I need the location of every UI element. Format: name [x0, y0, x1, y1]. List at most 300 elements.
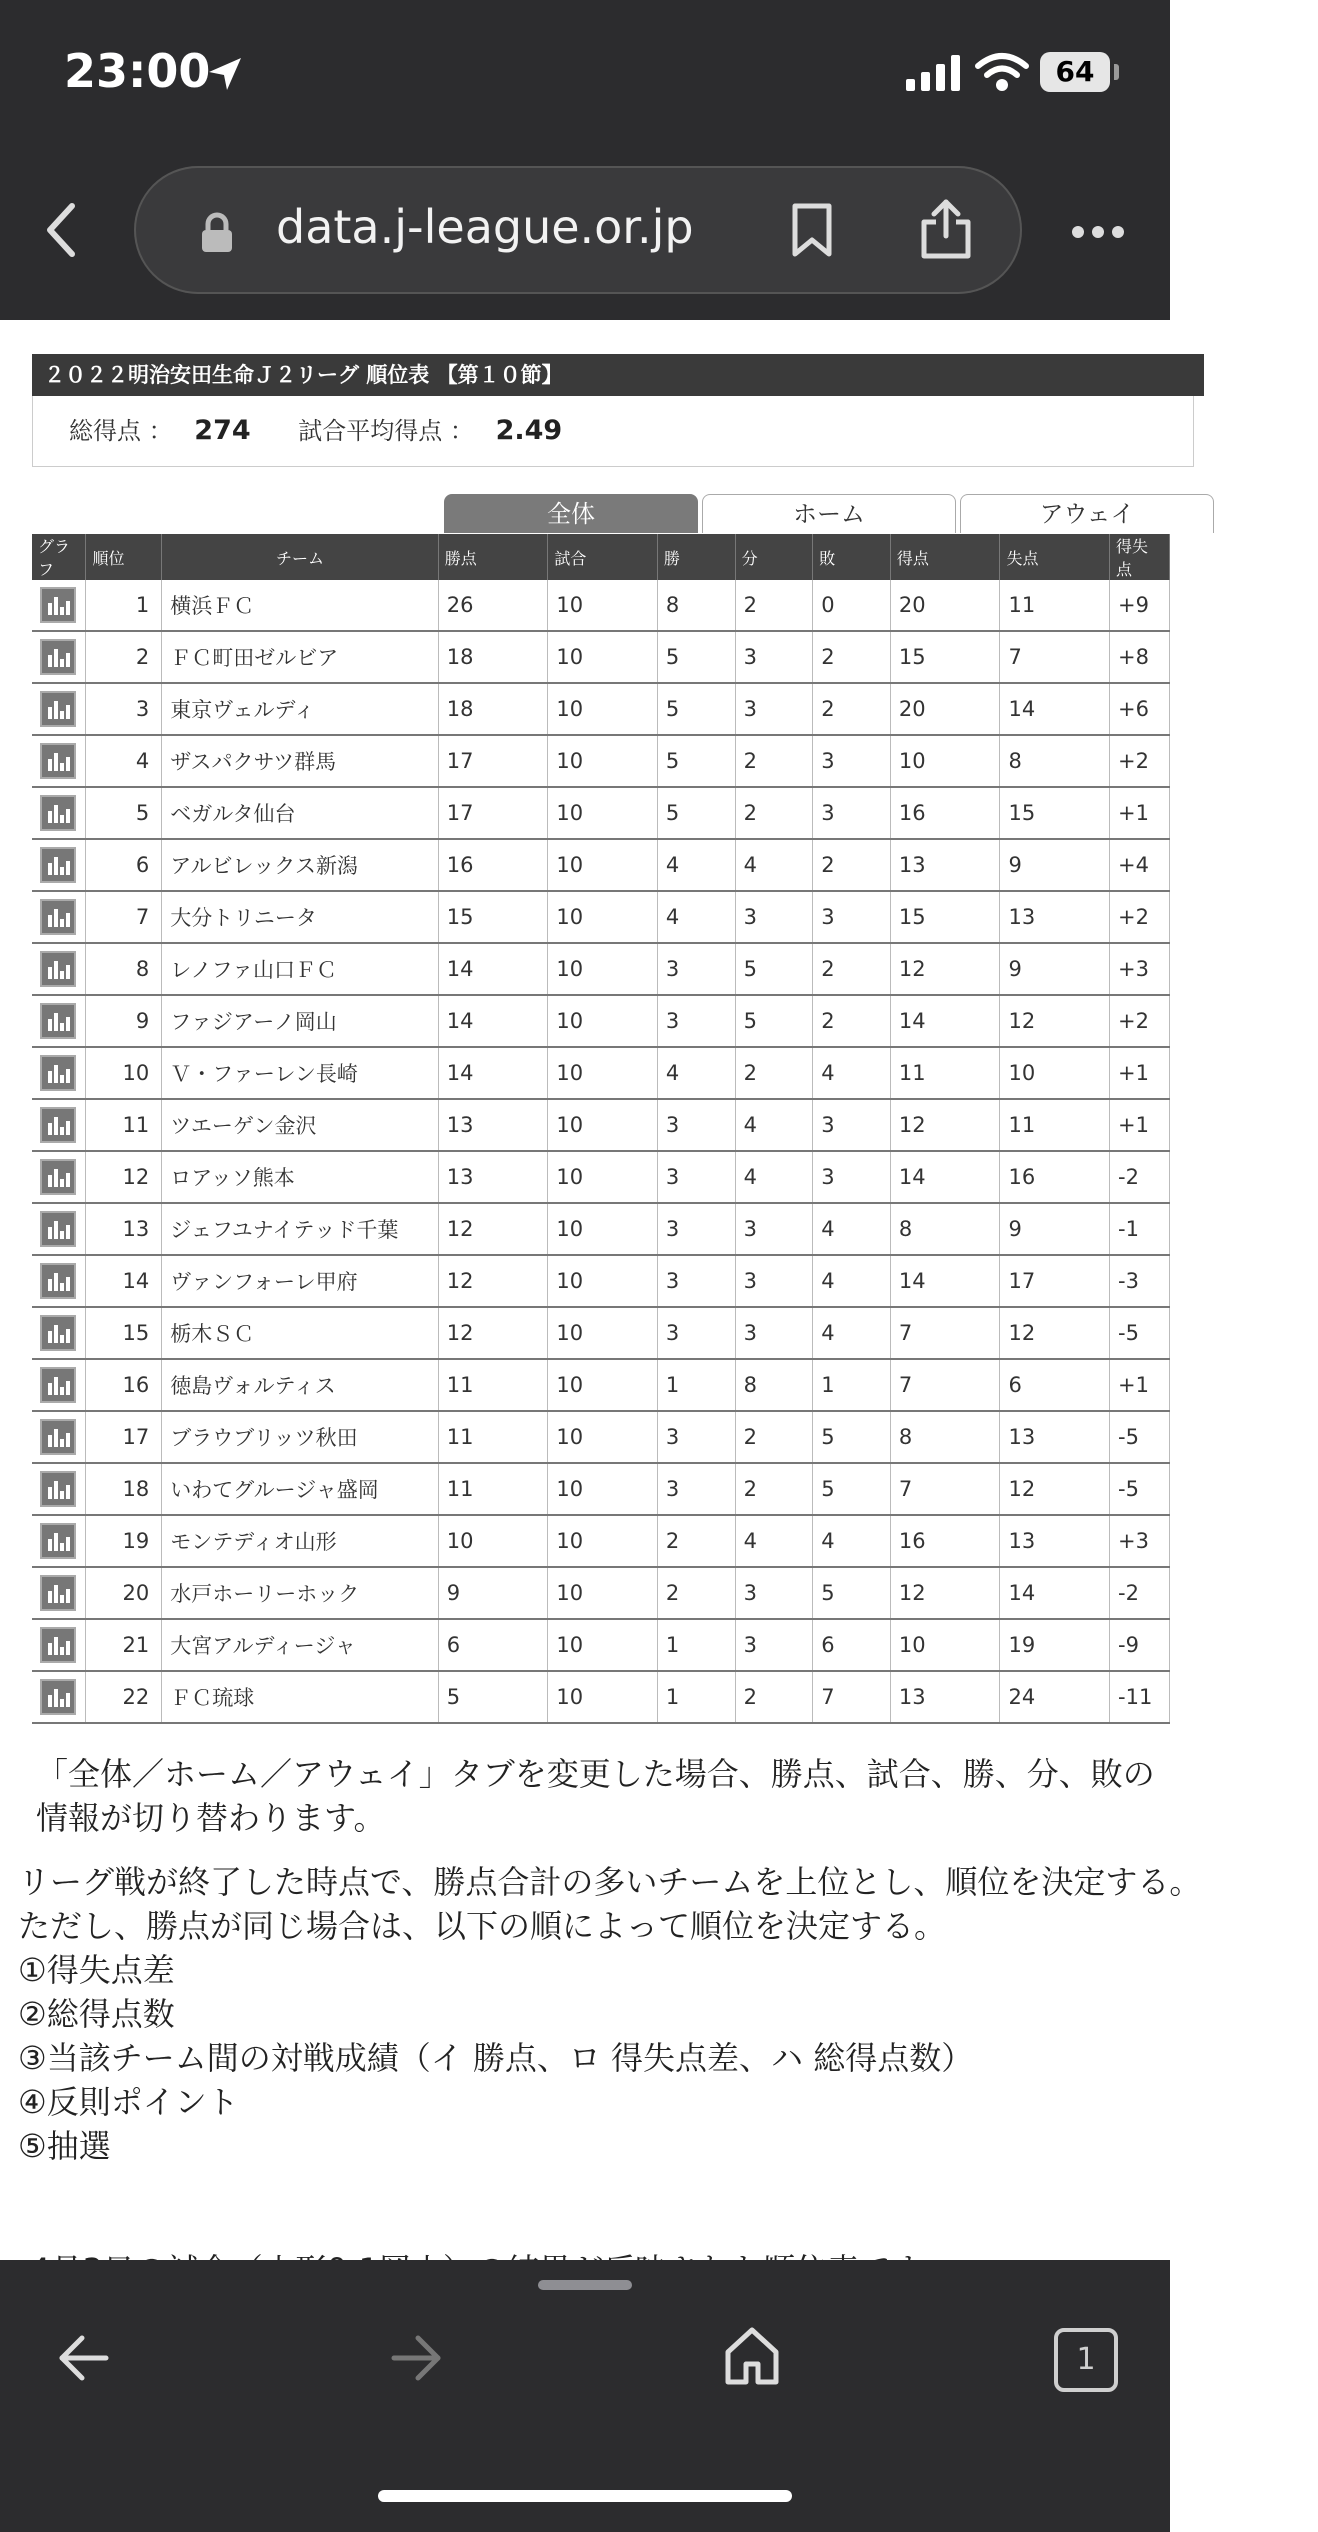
- graph-cell: [32, 1411, 86, 1463]
- losses-cell: 3: [813, 1099, 891, 1151]
- goals-against-cell: 11: [1000, 1099, 1110, 1151]
- goal-difference-cell: +3: [1110, 1515, 1170, 1567]
- goal-difference-cell: -3: [1110, 1255, 1170, 1307]
- standings-tabs: [444, 494, 1204, 534]
- bookmark-icon[interactable]: [790, 202, 834, 258]
- rank-cell: 19: [86, 1515, 162, 1567]
- played-cell: 10: [548, 1567, 658, 1619]
- wins-cell: 5: [657, 787, 735, 839]
- played-cell: 10: [548, 1359, 658, 1411]
- wins-cell: 4: [657, 891, 735, 943]
- team-cell[interactable]: ファジアーノ岡山: [162, 995, 439, 1047]
- table-row: [32, 631, 1170, 683]
- goal-difference-cell: -2: [1110, 1151, 1170, 1203]
- bar-chart-icon[interactable]: [40, 1419, 76, 1455]
- col-points: 勝点: [438, 534, 548, 580]
- goals-against-cell: 6: [1000, 1359, 1110, 1411]
- table-row: [32, 1411, 1170, 1463]
- graph-cell: [32, 1359, 86, 1411]
- wins-cell: 3: [657, 1151, 735, 1203]
- goals-for-cell: 13: [890, 1671, 1000, 1723]
- draws-cell: 4: [735, 1151, 813, 1203]
- goals-for-cell: 13: [890, 839, 1000, 891]
- team-cell[interactable]: 水戸ホーリーホック: [162, 1567, 439, 1619]
- played-cell: 10: [548, 891, 658, 943]
- points-cell: 15: [438, 891, 548, 943]
- page-title: ２０２２明治安田生命Ｊ２リーグ 順位表 【第１０節】: [32, 354, 1204, 396]
- draws-cell: 8: [735, 1359, 813, 1411]
- bar-chart-icon[interactable]: [40, 1315, 76, 1351]
- losses-cell: 2: [813, 839, 891, 891]
- goal-difference-cell: -11: [1110, 1671, 1170, 1723]
- goals-for-cell: 7: [890, 1359, 1000, 1411]
- rank-cell: 3: [86, 683, 162, 735]
- played-cell: 10: [548, 580, 658, 631]
- rank-cell: 12: [86, 1151, 162, 1203]
- played-cell: 10: [548, 839, 658, 891]
- goals-for-cell: 12: [890, 1099, 1000, 1151]
- wins-cell: 5: [657, 735, 735, 787]
- table-row: [32, 1307, 1170, 1359]
- home-icon[interactable]: [724, 2326, 780, 2386]
- col-played: 試合: [548, 534, 658, 580]
- team-cell[interactable]: レノファ山口ＦＣ: [162, 943, 439, 995]
- goals-against-cell: 15: [1000, 787, 1110, 839]
- draws-cell: 3: [735, 1307, 813, 1359]
- graph-cell: [32, 943, 86, 995]
- played-cell: 10: [548, 1151, 658, 1203]
- goals-for-cell: 14: [890, 1255, 1000, 1307]
- rank-cell: 10: [86, 1047, 162, 1099]
- played-cell: 10: [548, 683, 658, 735]
- rank-cell: 5: [86, 787, 162, 839]
- team-cell[interactable]: 栃木ＳＣ: [162, 1307, 439, 1359]
- wins-cell: 1: [657, 1359, 735, 1411]
- draws-cell: 2: [735, 787, 813, 839]
- goal-difference-cell: +1: [1110, 1047, 1170, 1099]
- col-wins: 勝: [657, 534, 735, 580]
- rank-cell: 14: [86, 1255, 162, 1307]
- points-cell: 9: [438, 1567, 548, 1619]
- rank-cell: 16: [86, 1359, 162, 1411]
- draws-cell: 4: [735, 1099, 813, 1151]
- graph-cell: [32, 1099, 86, 1151]
- team-cell[interactable]: 大分トリニータ: [162, 891, 439, 943]
- rule-line: ただし、勝点が同じ場合は、以下の順によって順位を決定する。: [18, 1907, 947, 1945]
- wins-cell: 3: [657, 1463, 735, 1515]
- goal-difference-cell: +2: [1110, 735, 1170, 787]
- goals-for-cell: 8: [890, 1411, 1000, 1463]
- graph-cell: [32, 631, 86, 683]
- col-rank: 順位: [86, 534, 162, 580]
- col-goals-for: 得点: [890, 534, 1000, 580]
- rank-cell: 6: [86, 839, 162, 891]
- graph-cell: [32, 1307, 86, 1359]
- team-cell[interactable]: ロアッソ熊本: [162, 1151, 439, 1203]
- goal-difference-cell: +3: [1110, 943, 1170, 995]
- goal-difference-cell: +6: [1110, 683, 1170, 735]
- draws-cell: 2: [735, 1411, 813, 1463]
- bar-chart-icon[interactable]: [40, 1575, 76, 1611]
- goals-against-cell: 10: [1000, 1047, 1110, 1099]
- goals-against-cell: 12: [1000, 1307, 1110, 1359]
- tab-overall[interactable]: 全体: [444, 494, 698, 533]
- graph-cell: [32, 580, 86, 631]
- draws-cell: 3: [735, 1619, 813, 1671]
- goals-against-cell: 14: [1000, 1567, 1110, 1619]
- tab-note: 「全体／ホーム／アウェイ」タブを変更した場合、勝点、試合、勝、分、敗の情報が切り替わります。: [36, 1755, 1155, 1837]
- played-cell: 10: [548, 943, 658, 995]
- team-cell[interactable]: ＦＣ町田ゼルビア: [162, 631, 439, 683]
- total-goals-value: 274: [194, 415, 251, 446]
- goals-for-cell: 7: [890, 1307, 1000, 1359]
- team-cell[interactable]: ベガルタ仙台: [162, 787, 439, 839]
- rank-cell: 11: [86, 1099, 162, 1151]
- goals-for-cell: 12: [890, 943, 1000, 995]
- status-time: 23:00: [64, 44, 211, 98]
- played-cell: 10: [548, 1307, 658, 1359]
- goals-against-cell: 16: [1000, 1151, 1110, 1203]
- goal-difference-cell: +1: [1110, 787, 1170, 839]
- points-cell: 11: [438, 1359, 548, 1411]
- goal-difference-cell: +1: [1110, 1099, 1170, 1151]
- points-cell: 17: [438, 787, 548, 839]
- graph-cell: [32, 995, 86, 1047]
- web-content: [0, 320, 1202, 2260]
- wins-cell: 8: [657, 580, 735, 631]
- goal-difference-cell: +8: [1110, 631, 1170, 683]
- draws-cell: 3: [735, 1567, 813, 1619]
- losses-cell: 2: [813, 995, 891, 1047]
- graph-cell: [32, 1671, 86, 1723]
- bar-chart-icon[interactable]: [40, 951, 76, 987]
- points-cell: 12: [438, 1307, 548, 1359]
- losses-cell: 6: [813, 1619, 891, 1671]
- points-cell: 6: [438, 1619, 548, 1671]
- table-row: [32, 1463, 1170, 1515]
- goals-against-cell: 19: [1000, 1619, 1110, 1671]
- rule-line: ③当該チーム間の対戦成績（イ 勝点、ロ 得失点差、ハ 総得点数）: [18, 2039, 974, 2077]
- played-cell: 10: [548, 1047, 658, 1099]
- goal-difference-cell: -1: [1110, 1203, 1170, 1255]
- table-row: [32, 1567, 1170, 1619]
- graph-cell: [32, 787, 86, 839]
- goals-against-cell: 9: [1000, 839, 1110, 891]
- bar-chart-icon[interactable]: [40, 899, 76, 935]
- table-row: [32, 1671, 1170, 1723]
- col-goal-difference: 得失点: [1110, 534, 1170, 580]
- rank-cell: 21: [86, 1619, 162, 1671]
- wins-cell: 5: [657, 683, 735, 735]
- points-cell: 13: [438, 1151, 548, 1203]
- team-cell[interactable]: ブラウブリッツ秋田: [162, 1411, 439, 1463]
- goals-against-cell: 12: [1000, 1463, 1110, 1515]
- chevron-left-icon[interactable]: [44, 200, 80, 260]
- wins-cell: 1: [657, 1671, 735, 1723]
- rank-cell: 17: [86, 1411, 162, 1463]
- wins-cell: 3: [657, 1099, 735, 1151]
- bar-chart-icon[interactable]: [40, 1211, 76, 1247]
- played-cell: 10: [548, 1619, 658, 1671]
- played-cell: 10: [548, 735, 658, 787]
- graph-cell: [32, 683, 86, 735]
- bar-chart-icon[interactable]: [40, 1263, 76, 1299]
- goal-difference-cell: +2: [1110, 891, 1170, 943]
- table-row: [32, 891, 1170, 943]
- wins-cell: 3: [657, 1255, 735, 1307]
- team-cell[interactable]: いわてグルージャ盛岡: [162, 1463, 439, 1515]
- wins-cell: 2: [657, 1515, 735, 1567]
- goals-against-cell: 13: [1000, 891, 1110, 943]
- goals-against-cell: 13: [1000, 1515, 1110, 1567]
- table-row: [32, 839, 1170, 891]
- draws-cell: 3: [735, 1203, 813, 1255]
- goal-difference-cell: +1: [1110, 1359, 1170, 1411]
- draws-cell: 5: [735, 995, 813, 1047]
- wins-cell: 3: [657, 943, 735, 995]
- total-goals-label: 総得点 ：: [69, 417, 173, 445]
- goals-for-cell: 12: [890, 1567, 1000, 1619]
- team-cell[interactable]: 東京ヴェルディ: [162, 683, 439, 735]
- table-row: [32, 1047, 1170, 1099]
- goals-for-cell: 10: [890, 1619, 1000, 1671]
- tab-away[interactable]: アウェイ: [960, 494, 1214, 533]
- table-header-row: [32, 534, 1170, 580]
- points-cell: 17: [438, 735, 548, 787]
- points-cell: 14: [438, 943, 548, 995]
- team-cell[interactable]: Ｖ・ファーレン長崎: [162, 1047, 439, 1099]
- draws-cell: 2: [735, 1463, 813, 1515]
- goals-against-cell: 12: [1000, 995, 1110, 1047]
- played-cell: 10: [548, 995, 658, 1047]
- bar-chart-icon[interactable]: [40, 795, 76, 831]
- bar-chart-icon[interactable]: [40, 691, 76, 727]
- rank-cell: 9: [86, 995, 162, 1047]
- graph-cell: [32, 1047, 86, 1099]
- goal-difference-cell: +2: [1110, 995, 1170, 1047]
- rank-cell: 4: [86, 735, 162, 787]
- played-cell: 10: [548, 1099, 658, 1151]
- draws-cell: 2: [735, 735, 813, 787]
- losses-cell: 3: [813, 735, 891, 787]
- table-row: [32, 735, 1170, 787]
- wins-cell: 3: [657, 995, 735, 1047]
- col-goals-against: 失点: [1000, 534, 1110, 580]
- arrow-right-icon[interactable]: [388, 2330, 444, 2386]
- draws-cell: 3: [735, 631, 813, 683]
- rule-line: ④反則ポイント: [18, 2083, 239, 2121]
- tabs-count-button[interactable]: 1: [1054, 2328, 1118, 2392]
- played-cell: 10: [548, 787, 658, 839]
- home-indicator: [378, 2490, 792, 2502]
- points-cell: 5: [438, 1671, 548, 1723]
- team-cell[interactable]: ザスパクサツ群馬: [162, 735, 439, 787]
- bar-chart-icon[interactable]: [40, 1055, 76, 1091]
- table-row: [32, 1255, 1170, 1307]
- losses-cell: 4: [813, 1047, 891, 1099]
- team-cell[interactable]: ツエーゲン金沢: [162, 1099, 439, 1151]
- goals-against-cell: 17: [1000, 1255, 1110, 1307]
- bar-chart-icon[interactable]: [40, 587, 76, 623]
- graph-cell: [32, 839, 86, 891]
- points-cell: 14: [438, 995, 548, 1047]
- url-text[interactable]: data.j-league.or.jp: [276, 200, 694, 254]
- rank-cell: 20: [86, 1567, 162, 1619]
- table-row: [32, 683, 1170, 735]
- points-cell: 26: [438, 580, 548, 631]
- more-options-icon[interactable]: [1070, 224, 1126, 240]
- goals-summary: [32, 396, 1194, 467]
- col-graph: グラフ: [32, 534, 86, 580]
- team-cell[interactable]: 大宮アルディージャ: [162, 1619, 439, 1671]
- location-arrow-icon: [205, 54, 245, 94]
- wins-cell: 3: [657, 1411, 735, 1463]
- rule-line: ①得失点差: [18, 1951, 175, 1989]
- bar-chart-icon[interactable]: [40, 1627, 76, 1663]
- draws-cell: 3: [735, 683, 813, 735]
- graph-cell: [32, 1515, 86, 1567]
- team-cell[interactable]: 横浜ＦＣ: [162, 580, 439, 631]
- played-cell: 10: [548, 1255, 658, 1307]
- goals-for-cell: 8: [890, 1203, 1000, 1255]
- goal-difference-cell: -5: [1110, 1307, 1170, 1359]
- points-cell: 16: [438, 839, 548, 891]
- rule-line: リーグ戦が終了した時点で、勝点合計の多いチームを上位とし、順位を決定する。: [18, 1863, 1202, 1901]
- goals-for-cell: 14: [890, 1151, 1000, 1203]
- goals-against-cell: 13: [1000, 1411, 1110, 1463]
- table-row: [32, 995, 1170, 1047]
- team-cell[interactable]: ジェフユナイテッド千葉: [162, 1203, 439, 1255]
- graph-cell: [32, 1203, 86, 1255]
- bar-chart-icon[interactable]: [40, 639, 76, 675]
- goal-difference-cell: -5: [1110, 1463, 1170, 1515]
- table-row: [32, 580, 1170, 631]
- rank-cell: 2: [86, 631, 162, 683]
- draws-cell: 4: [735, 1515, 813, 1567]
- team-cell[interactable]: モンテディオ山形: [162, 1515, 439, 1567]
- col-draws: 分: [735, 534, 813, 580]
- goals-for-cell: 15: [890, 891, 1000, 943]
- rule-line: ⑤抽選: [18, 2127, 111, 2165]
- draws-cell: 2: [735, 1671, 813, 1723]
- bar-chart-icon[interactable]: [40, 1003, 76, 1039]
- arrow-left-icon[interactable]: [56, 2330, 112, 2386]
- losses-cell: 3: [813, 891, 891, 943]
- goal-difference-cell: +4: [1110, 839, 1170, 891]
- wins-cell: 5: [657, 631, 735, 683]
- losses-cell: 2: [813, 943, 891, 995]
- losses-cell: 5: [813, 1463, 891, 1515]
- graph-cell: [32, 735, 86, 787]
- bar-chart-icon[interactable]: [40, 1523, 76, 1559]
- points-cell: 13: [438, 1099, 548, 1151]
- goals-against-cell: 11: [1000, 580, 1110, 631]
- points-cell: 11: [438, 1463, 548, 1515]
- goals-against-cell: 14: [1000, 683, 1110, 735]
- bar-chart-icon[interactable]: [40, 1471, 76, 1507]
- bar-chart-icon[interactable]: [40, 743, 76, 779]
- points-cell: 10: [438, 1515, 548, 1567]
- losses-cell: 4: [813, 1203, 891, 1255]
- team-cell[interactable]: ＦＣ琉球: [162, 1671, 439, 1723]
- battery-tip: [1114, 64, 1119, 80]
- wins-cell: 2: [657, 1567, 735, 1619]
- goals-for-cell: 7: [890, 1463, 1000, 1515]
- table-row: [32, 943, 1170, 995]
- draws-cell: 3: [735, 891, 813, 943]
- wins-cell: 4: [657, 1047, 735, 1099]
- graph-cell: [32, 1463, 86, 1515]
- wins-cell: 1: [657, 1619, 735, 1671]
- losses-cell: 4: [813, 1515, 891, 1567]
- rank-cell: 13: [86, 1203, 162, 1255]
- share-icon[interactable]: [918, 196, 974, 260]
- lock-icon: [200, 212, 234, 254]
- wins-cell: 3: [657, 1307, 735, 1359]
- losses-cell: 4: [813, 1307, 891, 1359]
- goals-for-cell: 14: [890, 995, 1000, 1047]
- goal-difference-cell: +9: [1110, 580, 1170, 631]
- goals-for-cell: 16: [890, 787, 1000, 839]
- wifi-icon: [976, 52, 1028, 92]
- average-goals-label: 試合平均得点 ：: [298, 417, 474, 445]
- average-goals-value: 2.49: [495, 415, 563, 446]
- bar-chart-icon[interactable]: [40, 1159, 76, 1195]
- rank-cell: 1: [86, 580, 162, 631]
- losses-cell: 3: [813, 1151, 891, 1203]
- wins-cell: 3: [657, 1203, 735, 1255]
- losses-cell: 7: [813, 1671, 891, 1723]
- draws-cell: 2: [735, 580, 813, 631]
- graph-cell: [32, 1255, 86, 1307]
- points-cell: 14: [438, 1047, 548, 1099]
- table-row: [32, 1151, 1170, 1203]
- drag-handle[interactable]: [538, 2280, 632, 2290]
- standings-table: [32, 534, 1170, 1724]
- played-cell: 10: [548, 1515, 658, 1567]
- losses-cell: 0: [813, 580, 891, 631]
- rank-cell: 22: [86, 1671, 162, 1723]
- team-cell[interactable]: ヴァンフォーレ甲府: [162, 1255, 439, 1307]
- bar-chart-icon[interactable]: [40, 847, 76, 883]
- goals-against-cell: 8: [1000, 735, 1110, 787]
- rank-cell: 15: [86, 1307, 162, 1359]
- goals-for-cell: 11: [890, 1047, 1000, 1099]
- played-cell: 10: [548, 631, 658, 683]
- graph-cell: [32, 1151, 86, 1203]
- played-cell: 10: [548, 1411, 658, 1463]
- goals-against-cell: 9: [1000, 1203, 1110, 1255]
- goal-difference-cell: -5: [1110, 1411, 1170, 1463]
- losses-cell: 4: [813, 1255, 891, 1307]
- team-cell[interactable]: 徳島ヴォルティス: [162, 1359, 439, 1411]
- goals-for-cell: 20: [890, 683, 1000, 735]
- table-row: [32, 787, 1170, 839]
- goals-against-cell: 9: [1000, 943, 1110, 995]
- table-row: [32, 1099, 1170, 1151]
- bar-chart-icon[interactable]: [40, 1367, 76, 1403]
- bar-chart-icon[interactable]: [40, 1107, 76, 1143]
- battery-indicator: 64: [1040, 52, 1110, 92]
- tab-home[interactable]: ホーム: [702, 494, 956, 533]
- bar-chart-icon[interactable]: [40, 1679, 76, 1715]
- table-row: [32, 1515, 1170, 1567]
- team-cell[interactable]: アルビレックス新潟: [162, 839, 439, 891]
- ranking-rules: [18, 1860, 1318, 2168]
- points-cell: 12: [438, 1203, 548, 1255]
- losses-cell: 2: [813, 631, 891, 683]
- played-cell: 10: [548, 1463, 658, 1515]
